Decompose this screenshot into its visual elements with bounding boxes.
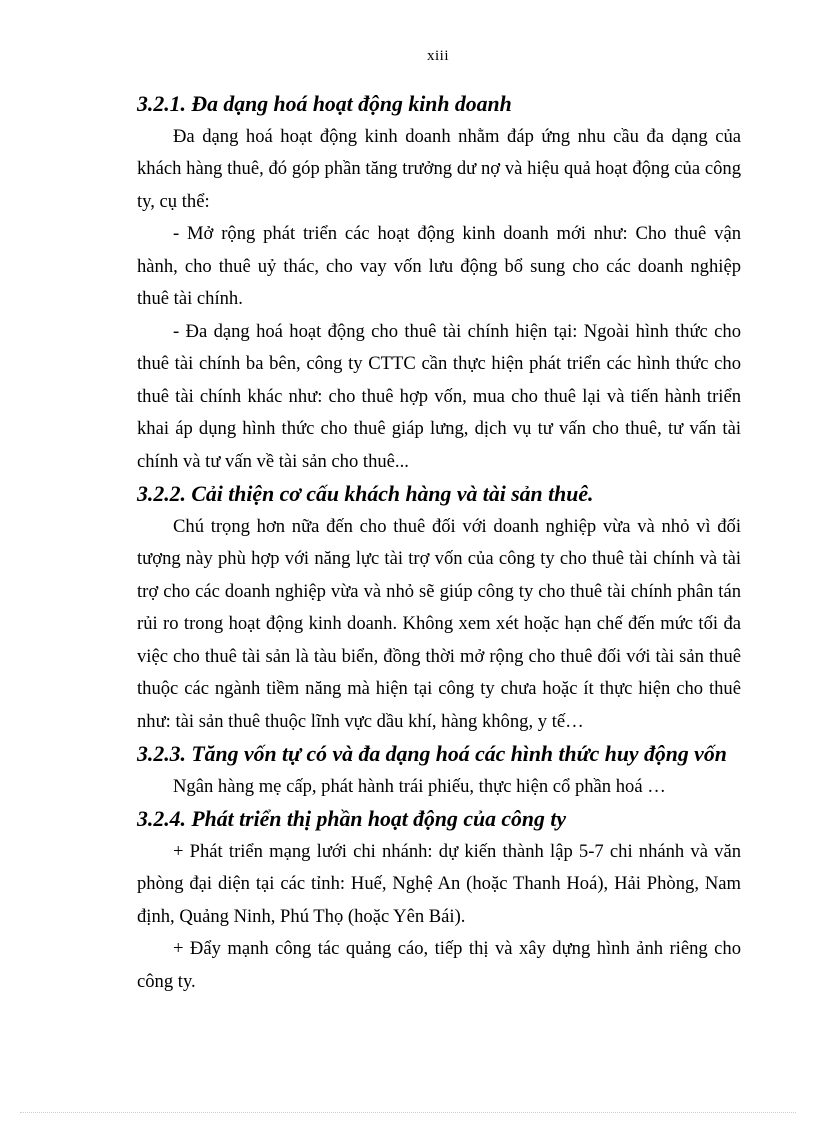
page-bottom-border	[20, 1112, 796, 1113]
page-number: xiii	[426, 48, 449, 64]
section-heading: 3.2.1. Đa dạng hoá hoạt động kinh doanh	[137, 92, 512, 116]
section-3-2-2	[137, 478, 741, 738]
section-heading: 3.2.2. Cải thiện cơ cấu khách hàng và tài sản thuê.	[137, 482, 594, 506]
paragraph: Ngân hàng mẹ cấp, phát hành trái phiếu, thực hiện cổ phần hoá …	[173, 775, 666, 797]
section-3-2-3	[137, 738, 741, 803]
bullet-paragraph: + Đẩy mạnh công tác quảng cáo, tiếp thị và xây dựng hình ảnh riêng cho công ty.	[137, 938, 741, 992]
section-3-2-4	[137, 803, 741, 998]
section-heading: 3.2.3. Tăng vốn tự có và đa dạng hoá các hình thức huy động vốn	[137, 742, 727, 766]
paragraph: Chú trọng hơn nữa đến cho thuê đối với doanh nghiệp vừa và nhỏ vì đối tượng này phù hợp với năng lực tài trợ vốn của công ty cho thuê tài chính và tài trợ cho các doanh nghiệp vừa và nhỏ sẽ giúp công ty cho thuê tài chính phân tán rủi ro trong hoạt động kinh doanh. Không xem xét hoặc hạn chế đến mức tối đa việc cho thuê tài sản là tàu biển, đồng thời mở rộng cho thuê đối với tài sản thuê thuộc các ngành tiềm năng mà hiện tại công ty chưa hoặc ít thực hiện cho thuê như: tài sản thuê thuộc lĩnh vực dầu khí, hàng không, y tế…	[137, 515, 741, 732]
bullet-paragraph: - Mở rộng phát triển các hoạt động kinh doanh mới như: Cho thuê vận hành, cho thuê uỷ thác, cho vay vốn lưu động bổ sung cho các doanh nghiệp thuê tài chính.	[137, 223, 741, 309]
bullet-paragraph: + Phát triển mạng lưới chi nhánh: dự kiến thành lập 5-7 chi nhánh và văn phòng đại diện tại các tỉnh: Huế, Nghệ An (hoặc Thanh Hoá), Hải Phòng, Nam định, Quảng Ninh, Phú Thọ (hoặc Yên Bái).	[137, 840, 741, 927]
section-heading: 3.2.4. Phát triển thị phần hoạt động của công ty	[137, 807, 567, 831]
bullet-paragraph: - Đa dạng hoá hoạt động cho thuê tài chính hiện tại: Ngoài hình thức cho thuê tài chính ba bên, công ty CTTC cần thực hiện phát triển các hình thức cho thuê tài chính khác như: cho thuê hợp vốn, mua cho thuê lại và tiến hành triển khai áp dụng hình thức cho thuê giáp lưng, dịch vụ tư vấn cho thuê, tư vấn tài chính và tư vấn về tài sản cho thuê...	[137, 320, 741, 472]
section-3-2-1	[137, 88, 741, 478]
paragraph: Đa dạng hoá hoạt động kinh doanh nhằm đáp ứng nhu cầu đa dạng của khách hàng thuê, đó góp phần tăng trưởng dư nợ và hiệu quả hoạt động của công ty, cụ thể:	[137, 125, 741, 212]
document-body	[137, 88, 741, 998]
